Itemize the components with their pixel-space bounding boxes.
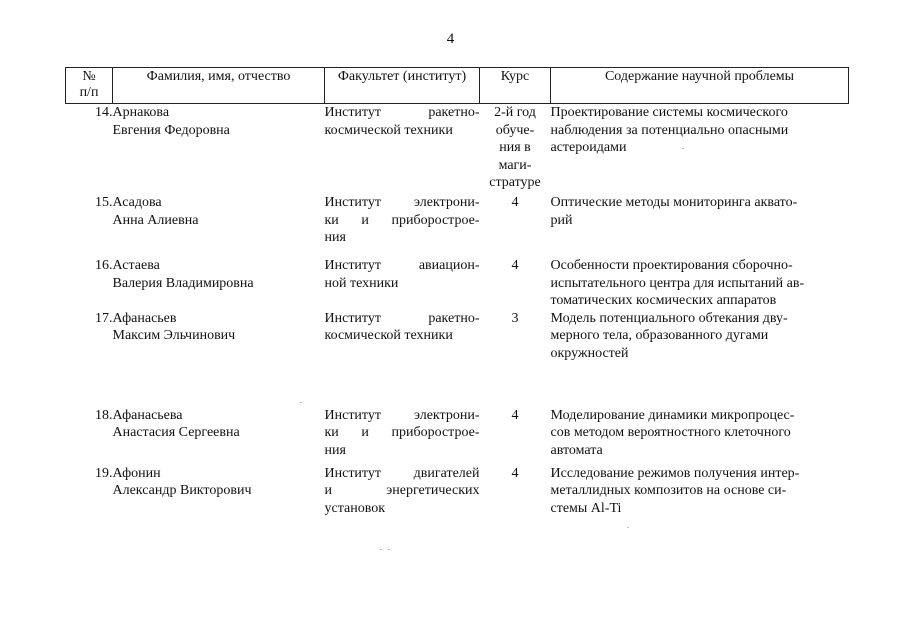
person-name xyxy=(113,310,325,407)
course-line: 4 xyxy=(511,258,519,273)
research-topic xyxy=(551,257,849,310)
given-names: Валерия Владимировна xyxy=(112,275,254,291)
course-line: 4 xyxy=(511,195,519,210)
topic-line: металлидных композитов на основе си- xyxy=(550,483,787,498)
topic-line: мерного тела, образованного дугами xyxy=(550,328,769,343)
scan-speck xyxy=(380,549,382,550)
faculty-line: космической техники xyxy=(324,122,453,138)
course xyxy=(480,194,551,257)
surname: Арнакова xyxy=(112,105,170,120)
table-row xyxy=(66,104,849,195)
course-line: стратуре xyxy=(489,175,541,190)
faculty-line: Институт ракетно- xyxy=(324,310,480,326)
faculty-line: Институт авиацион- xyxy=(324,258,480,273)
header-num xyxy=(66,68,113,104)
course-line: маги- xyxy=(498,157,532,173)
faculty-line: Институт двигателей xyxy=(324,465,480,481)
faculty-line: космической техники xyxy=(324,328,453,343)
research-topic xyxy=(551,194,849,257)
scan-speck xyxy=(388,549,390,550)
faculty-line: Институт ракетно- xyxy=(324,105,480,120)
faculty xyxy=(325,104,480,195)
row-number: 18. xyxy=(95,407,113,423)
header-num-line: № xyxy=(82,69,96,84)
row-number: 16. xyxy=(95,258,113,273)
surname: Афанасьева xyxy=(112,407,183,423)
person-name xyxy=(113,407,325,465)
topic-line: автомата xyxy=(550,442,603,458)
faculty xyxy=(325,310,480,407)
scan-speck xyxy=(627,527,629,528)
person-name xyxy=(113,194,325,257)
course-line: 3 xyxy=(511,310,519,326)
person-name xyxy=(113,465,325,525)
row-number: 17. xyxy=(95,310,113,326)
faculty-line: ки и приборострое- xyxy=(324,425,480,440)
course-line: 4 xyxy=(511,465,519,481)
students-table xyxy=(65,67,849,525)
row-number: 14. xyxy=(95,105,113,120)
header-num-line: п/п xyxy=(79,85,99,100)
faculty-line: ния xyxy=(324,230,346,245)
topic-line: Модель потенциального обтекания дву- xyxy=(550,310,788,326)
faculty-line: ки и приборострое- xyxy=(324,212,480,228)
topic-line: наблюдения за потенциально опасными xyxy=(550,122,789,138)
topic-line: рий xyxy=(550,212,573,228)
faculty xyxy=(325,465,480,525)
course-line: 4 xyxy=(511,407,519,423)
row-number: 15. xyxy=(95,195,113,210)
scan-speck xyxy=(300,402,302,403)
research-topic xyxy=(551,104,849,195)
person-name xyxy=(113,104,325,195)
faculty xyxy=(325,257,480,310)
surname: Астаева xyxy=(112,258,160,273)
course xyxy=(480,407,551,465)
given-names: Максим Эльчинович xyxy=(112,328,236,343)
faculty-line: ной техники xyxy=(324,275,399,291)
given-names: Анна Алиевна xyxy=(112,212,199,228)
topic-line: астероидами xyxy=(550,140,627,155)
scan-speck xyxy=(682,148,684,149)
course xyxy=(480,310,551,407)
header-name: Фамилия, имя, отчество xyxy=(113,68,325,104)
faculty xyxy=(325,194,480,257)
topic-line: Проектирование системы космического xyxy=(550,105,788,120)
given-names: Анастасия Сергеевна xyxy=(112,425,240,440)
header-faculty: Факультет (институт) xyxy=(325,68,480,104)
topic-line: стемы Al-Ti xyxy=(550,500,622,516)
topic-line: Особенности проектирования сборочно- xyxy=(550,258,793,273)
topic-line: окружностей xyxy=(550,345,629,361)
topic-line: Моделирование динамики микропроцес- xyxy=(550,407,795,423)
topic-line: испытательного центра для испытаний ав- xyxy=(550,275,805,291)
given-names: Александр Викторович xyxy=(112,483,252,498)
faculty-line: Институт электрони- xyxy=(324,195,480,210)
course xyxy=(480,104,551,195)
page-number: 4 xyxy=(446,31,455,47)
surname: Асадова xyxy=(112,195,162,210)
header-topic: Содержание научной проблемы xyxy=(551,68,849,104)
course xyxy=(480,257,551,310)
given-names: Евгения Федоровна xyxy=(112,122,230,138)
faculty-line: ния xyxy=(324,442,346,458)
table-row xyxy=(66,257,849,310)
table-row xyxy=(66,194,849,257)
table-row xyxy=(66,465,849,525)
research-topic xyxy=(551,407,849,465)
table-row xyxy=(66,310,849,407)
course xyxy=(480,465,551,525)
faculty-line: установок xyxy=(324,500,386,516)
header-course: Курс xyxy=(480,68,551,104)
course-line: 2-й год xyxy=(494,105,536,120)
research-topic xyxy=(551,465,849,525)
topic-line: Оптические методы мониторинга аквато- xyxy=(550,195,798,210)
topic-line: Исследование режимов получения интер- xyxy=(550,465,800,481)
topic-line: томатических космических аппаратов xyxy=(550,293,777,308)
faculty-line: и энергетических xyxy=(324,483,480,498)
research-topic xyxy=(551,310,849,407)
surname: Афонин xyxy=(112,465,161,481)
course-line: ния в xyxy=(499,140,531,155)
topic-line: сов методом вероятностного клеточного xyxy=(550,425,791,440)
table-header-row xyxy=(66,68,849,104)
row-number: 19. xyxy=(95,465,113,481)
course-line: обуче- xyxy=(495,122,535,138)
surname: Афанасьев xyxy=(112,310,177,326)
faculty xyxy=(325,407,480,465)
students-table-container xyxy=(65,67,848,525)
table-row xyxy=(66,407,849,465)
faculty-line: Институт электрони- xyxy=(324,407,480,423)
person-name xyxy=(113,257,325,310)
